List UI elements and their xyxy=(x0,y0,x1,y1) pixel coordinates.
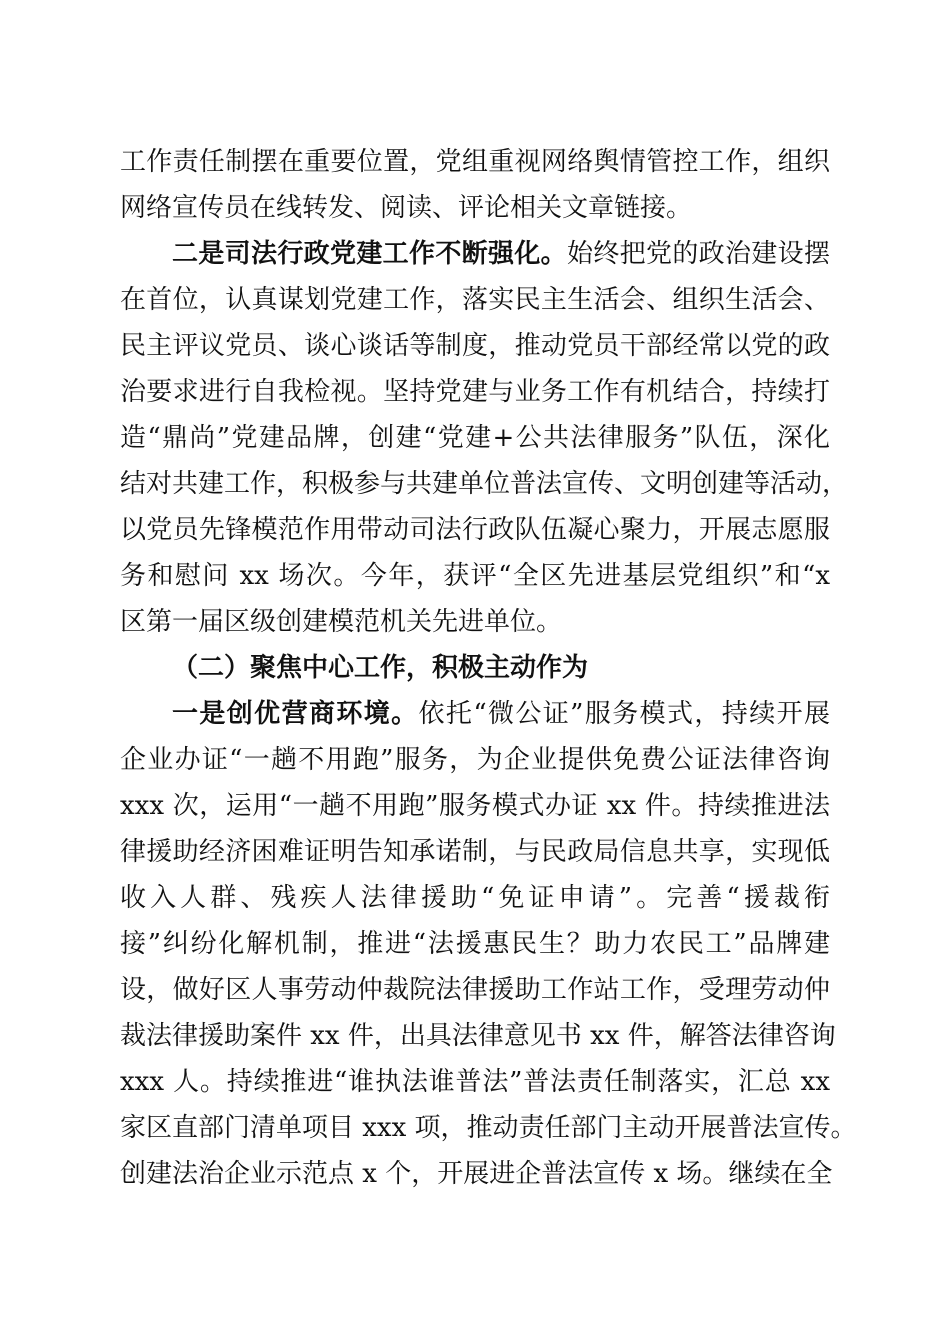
body-line: 工作责任制摆在重要位置，党组重视网络舆情管控工作，组织 xyxy=(120,147,830,177)
body-line: 务和慰问 xx 场次。今年，获评“全区先进基层党组织”和“x xyxy=(120,561,830,591)
body-line: 网络宣传员在线转发、阅读、评论相关文章链接。 xyxy=(120,193,693,223)
body-line: 创建法治企业示范点 x 个，开展进企普法宣传 x 场。继续在全 xyxy=(120,1159,833,1189)
body-line: 律援助经济困难证明告知承诺制，与民政局信息共享，实现低 xyxy=(120,837,830,867)
body-line: 设，做好区人事劳动仲裁院法律援助工作站工作，受理劳动仲 xyxy=(120,975,830,1005)
body-line: xxx 次，运用“一趟不用跑”服务模式办证 xx 件。持续推进法 xyxy=(120,791,830,821)
body-line: 裁法律援助案件 xx 件，出具法律意见书 xx 件，解答法律咨询 xyxy=(120,1021,836,1051)
body-line: 企业办证“一趟不用跑”服务，为企业提供免费公证法律咨询 xyxy=(120,745,830,775)
body-line: 民主评议党员、谈心谈话等制度，推动党员干部经常以党的政 xyxy=(120,331,830,361)
paragraph-first-line: 一是创优营商环境。依托“微公证”服务模式，持续开展 xyxy=(172,699,830,729)
body-line: 结对共建工作，积极参与共建单位普法宣传、文明创建等活动， xyxy=(120,469,849,499)
paragraph-first-line: 二是司法行政党建工作不断强化。始终把党的政治建设摆 xyxy=(172,239,830,269)
body-line: 治要求进行自我检视。坚持党建与业务工作有机结合，持续打 xyxy=(120,377,830,407)
section-lead: 二是司法行政党建工作不断强化。 xyxy=(172,239,567,269)
section-heading: （二）聚焦中心工作，积极主动作为 xyxy=(172,653,589,683)
body-line: 在首位，认真谋划党建工作，落实民主生活会、组织生活会、 xyxy=(120,285,830,315)
body-line: 收入人群、残疾人法律援助“免证申请”。完善“援裁衔 xyxy=(120,883,830,913)
body-line: xxx 人。持续推进“谁执法谁普法”普法责任制落实，汇总 xx xyxy=(120,1067,830,1097)
body-line: 接”纠纷化解机制，推进“法援惠民生？助力农民工”品牌建 xyxy=(120,929,830,959)
body-line: 区第一届区级创建模范机关先进单位。 xyxy=(120,607,563,637)
body-line: 以党员先锋模范作用带动司法行政队伍凝心聚力，开展志愿服 xyxy=(120,515,830,545)
body-line: 造“鼎尚”党建品牌，创建“党建+公共法律服务”队伍，深化 xyxy=(120,423,830,453)
section-lead: 一是创优营商环境。 xyxy=(172,699,419,729)
body-line: 家区直部门清单项目 xxx 项，推动责任部门主动开展普法宣传。 xyxy=(120,1113,857,1143)
